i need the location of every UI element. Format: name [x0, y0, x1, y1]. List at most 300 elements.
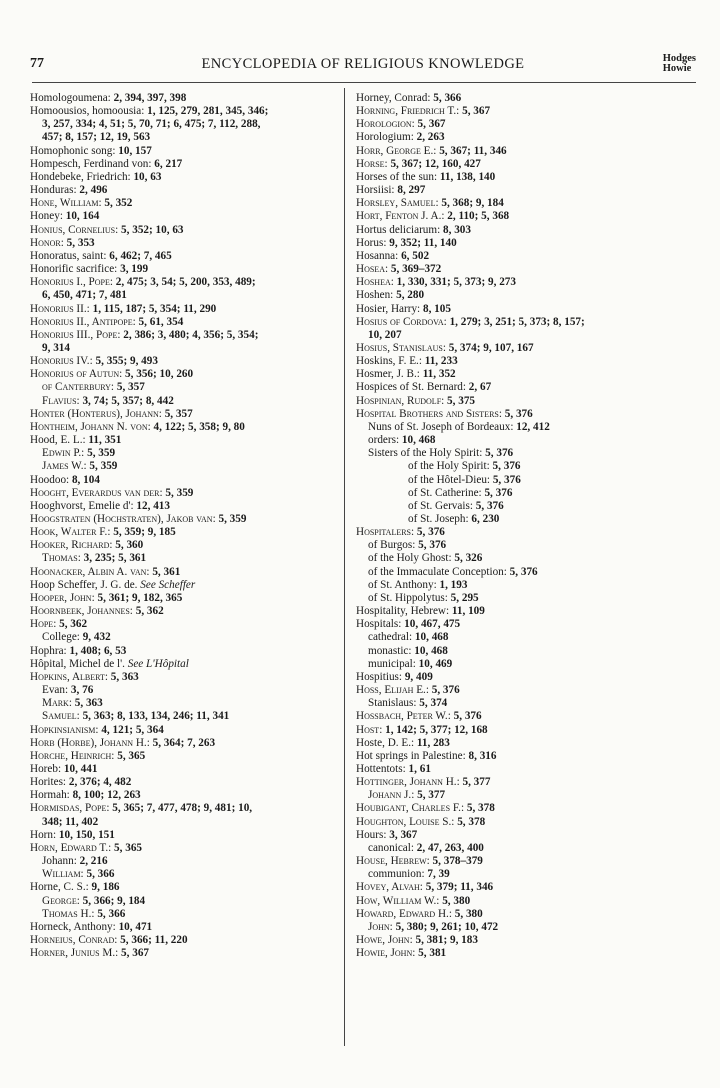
entry-heading: Horneius, Conrad:	[30, 934, 121, 946]
entry-references: 5, 360	[115, 539, 144, 552]
entry-references: See Scheffer	[140, 578, 196, 591]
index-entry	[30, 671, 356, 684]
entry-references: 3, 76	[70, 684, 94, 697]
entry-references: 5, 366	[86, 868, 115, 881]
entry-references: 4, 122; 5, 358; 9, 80	[153, 420, 245, 433]
index-entry	[356, 789, 682, 802]
entry-heading: Howe, John:	[356, 934, 416, 946]
entry-heading: Horsley, Samuel:	[356, 197, 442, 210]
index-entry	[356, 631, 682, 644]
entry-references: 10, 468	[414, 631, 449, 644]
entry-heading: Hoornbeek, Johannes:	[30, 605, 136, 618]
entry-references: 1, 330, 331; 5, 373; 9, 273	[396, 276, 516, 289]
entry-references: 5, 380; 9, 261; 10, 472	[395, 920, 499, 933]
entry-heading: College:	[42, 631, 83, 644]
entry-heading: Hoss, Elijah E.:	[356, 684, 432, 697]
index-entry	[30, 816, 356, 829]
index-entry	[356, 329, 682, 342]
entry-references: 8, 316	[468, 749, 497, 762]
index-entry	[356, 539, 682, 552]
entry-heading: Hoskins, F. E.:	[356, 355, 425, 368]
entry-references: 1, 61	[408, 762, 431, 775]
index-entry	[356, 447, 682, 460]
entry-heading: Horologion:	[356, 118, 418, 131]
index-entry	[30, 395, 356, 408]
entry-heading: Hospitius:	[356, 670, 405, 683]
entry-references: 10, 63	[133, 170, 162, 183]
entry-references: 1, 408; 6, 53	[69, 644, 127, 657]
index-entry	[30, 210, 356, 223]
entry-references: 5, 364; 7, 263	[152, 736, 216, 749]
index-entry	[30, 408, 356, 421]
entry-heading: orders:	[368, 434, 402, 447]
entry-heading: of St. Catherine:	[408, 486, 485, 499]
entry-references: 1, 142; 5, 377; 12, 168	[385, 723, 488, 736]
entry-heading: Hospinian, Rudolf:	[356, 394, 448, 407]
index-entry	[356, 500, 682, 513]
index-entry	[30, 237, 356, 250]
entry-heading: Horites:	[30, 776, 69, 789]
entry-references: 5, 367	[417, 118, 446, 131]
entry-references: 5, 376	[492, 460, 521, 473]
index-entry	[30, 513, 356, 526]
entry-references: 10, 467, 475	[404, 618, 461, 631]
entry-references: 10, 468	[414, 644, 448, 657]
index-entry	[30, 289, 356, 302]
entry-heading: Horner, Junius M.:	[30, 947, 122, 960]
entry-references: 1, 193	[439, 578, 468, 591]
entry-references: 5, 365	[114, 841, 142, 854]
entry-heading: John:	[368, 920, 396, 933]
entry-references: 5, 361; 9, 182, 365	[97, 591, 183, 604]
index-entry	[30, 474, 356, 487]
index-entry	[30, 763, 356, 776]
entry-heading: Edwin P.:	[42, 447, 88, 460]
entry-heading: Horses of the sun:	[356, 170, 440, 183]
entry-references: 5, 376	[492, 473, 521, 486]
entry-references: 5, 356; 10, 260	[125, 368, 194, 381]
entry-heading: Hook, Walter F.:	[30, 526, 114, 539]
index-entry	[356, 303, 682, 316]
index-entry	[356, 460, 682, 473]
index-entry	[30, 881, 356, 894]
entry-references: 3, 367	[389, 828, 418, 841]
entry-references: 5, 366; 11, 220	[120, 934, 188, 946]
entry-references: 5, 326	[454, 552, 483, 565]
entry-references: See L'Hôpital	[127, 657, 189, 670]
index-entry	[30, 566, 356, 579]
entry-references: 5, 353	[66, 236, 95, 249]
entry-references: 5, 367; 12, 160, 427	[390, 157, 481, 170]
index-entry	[30, 197, 356, 210]
entry-references: 6, 502	[401, 249, 430, 262]
entry-heading: Horche, Heinrich:	[30, 749, 118, 762]
entry-references: 3, 235; 5, 361	[83, 552, 147, 565]
entry-heading: communion:	[368, 868, 428, 881]
entry-references: 3, 199	[120, 263, 149, 276]
index-entry	[356, 881, 682, 894]
index-entry	[30, 776, 356, 789]
entry-references: 5, 377	[462, 776, 491, 789]
entry-heading: Hospital Brothers and Sisters:	[356, 407, 505, 420]
index-entry	[356, 145, 682, 158]
entry-heading: Hoop Scheffer, J. G. de.	[30, 578, 141, 591]
entry-references: 5, 369–372	[390, 263, 442, 276]
entry-heading: Hospices of St. Bernard:	[356, 381, 469, 394]
entry-references: 11, 352	[422, 368, 456, 381]
entry-references: 5, 357	[164, 407, 193, 420]
index-entry	[30, 684, 356, 697]
entry-references: 5, 381	[418, 947, 447, 960]
entry-references: 5, 375	[447, 394, 476, 407]
entry-heading: Hospitals:	[356, 618, 405, 631]
index-entry	[356, 513, 682, 526]
index-entry	[30, 697, 356, 710]
index-entry	[356, 289, 682, 302]
entry-heading: canonical:	[368, 841, 417, 854]
entry-heading: Horb (Horbe), Johann H.:	[30, 736, 153, 749]
entry-heading: Hossbach, Peter W.:	[356, 710, 454, 723]
page-header	[30, 54, 696, 82]
index-entry	[30, 631, 356, 644]
entry-references: 9, 432	[82, 631, 111, 644]
index-entry	[30, 710, 356, 723]
entry-heading: Hooght, Everardus van der:	[30, 486, 166, 499]
guide-words	[663, 54, 696, 74]
index-entry	[356, 605, 682, 618]
entry-heading: Hosius, Stanislaus:	[356, 341, 449, 354]
index-entry	[356, 947, 682, 960]
entry-heading: Houbigant, Charles F.:	[356, 802, 467, 815]
entry-references: 5, 363	[110, 670, 139, 683]
index-entry	[30, 618, 356, 631]
entry-references: 5, 374; 9, 107, 167	[448, 341, 534, 354]
index-entry	[356, 250, 682, 263]
index-entry	[356, 908, 682, 921]
entry-references: 5, 366	[97, 907, 126, 920]
entry-references: 5, 280	[396, 289, 425, 302]
index-entry	[30, 224, 356, 237]
index-entry	[356, 618, 682, 631]
index-entry	[356, 671, 682, 684]
entry-heading: Hooker, Richard:	[30, 539, 116, 552]
page-number: 77	[30, 56, 44, 71]
entry-references: 2, 67	[468, 381, 492, 394]
index-entry	[356, 276, 682, 289]
entry-references: 5, 376	[453, 710, 482, 723]
index-entry	[30, 895, 356, 908]
entry-references: 6, 230	[471, 513, 500, 525]
entry-heading: Horr, George E.:	[356, 144, 440, 157]
entry-references: 10, 468	[401, 434, 436, 447]
entry-references: 5, 376	[509, 565, 538, 578]
entry-heading: Stanislaus:	[368, 697, 420, 710]
index-entry	[30, 592, 356, 605]
entry-references: 8, 104	[71, 473, 100, 486]
index-entry	[356, 895, 682, 908]
entry-heading: Honorius I., Pope:	[30, 276, 116, 289]
entry-references: 8, 303	[443, 223, 471, 236]
entry-heading: Samuel:	[42, 710, 83, 723]
entry-references: 2, 110; 5, 368	[447, 210, 510, 223]
entry-heading: Hot springs in Palestine:	[356, 749, 469, 762]
index-entry	[30, 658, 356, 671]
entry-heading: of Burgos:	[368, 539, 419, 552]
entry-references: 5, 359; 9, 185	[113, 526, 176, 539]
index-entry	[30, 645, 356, 658]
entry-references: 5, 362	[135, 605, 164, 618]
entry-references: 5, 376	[485, 447, 514, 460]
index-entry	[30, 250, 356, 263]
entry-references: 5, 376	[418, 539, 447, 552]
index-entry	[356, 131, 682, 144]
index-entry	[30, 368, 356, 381]
index-entry	[356, 408, 682, 421]
entry-references: 5, 367	[121, 947, 150, 960]
entry-heading: Hormisdas, Pope:	[30, 802, 113, 815]
entry-references: 5, 376	[416, 526, 445, 539]
guide-word-first: Hodges	[662, 53, 696, 64]
index-entry	[356, 487, 682, 500]
entry-references: 4, 121; 5, 364	[101, 723, 164, 736]
entry-heading: Hoshen:	[356, 289, 397, 302]
entry-heading: Hormah:	[30, 789, 73, 802]
index-entry	[30, 855, 356, 868]
entry-references: 5, 376	[504, 407, 533, 420]
index-entry	[356, 368, 682, 381]
index-entry	[30, 303, 356, 316]
entry-heading: Honoratus, saint:	[30, 249, 110, 262]
entry-references: 8, 297	[397, 184, 426, 197]
entry-references: 10, 471	[118, 920, 153, 933]
entry-references: 12, 412	[516, 420, 550, 433]
index-entry	[30, 276, 356, 289]
entry-heading: Hottentots:	[356, 762, 409, 775]
entry-heading: Hours:	[356, 828, 390, 841]
entry-heading: Honter (Honterus), Johann:	[30, 407, 165, 420]
index-entry	[356, 776, 682, 789]
index-entry	[356, 237, 682, 250]
entry-references: 9, 409	[404, 670, 433, 683]
index-entry	[356, 355, 682, 368]
entry-heading: Nuns of St. Joseph of Bordeaux:	[368, 420, 517, 433]
index-entry	[30, 789, 356, 802]
entry-heading: Hortus deliciarum:	[356, 223, 443, 236]
entry-heading: Horn:	[30, 828, 59, 841]
entry-heading: of the Immaculate Conception:	[368, 565, 510, 578]
entry-references: 10, 157	[118, 144, 152, 157]
entry-references: 5, 381; 9, 183	[415, 934, 478, 946]
index-entry	[356, 316, 682, 329]
entry-heading: Horologium:	[356, 131, 417, 144]
entry-heading: Johann:	[42, 855, 80, 868]
entry-heading: Host:	[356, 723, 386, 736]
entry-heading: of the Holy Spirit:	[408, 460, 493, 473]
entry-heading: George:	[42, 894, 83, 907]
index-entry	[356, 263, 682, 276]
right-column	[356, 92, 682, 960]
entry-references: 5, 366	[433, 92, 462, 104]
entry-references: 7, 39	[427, 868, 450, 881]
entry-references: 5, 376	[431, 684, 460, 697]
entry-references: 5, 361	[152, 565, 181, 578]
entry-references: 5, 380	[442, 894, 471, 907]
entry-references: 5, 367	[462, 105, 491, 118]
entry-references: 457; 8, 157; 12, 19, 563	[42, 131, 151, 144]
index-entry	[356, 842, 682, 855]
entry-heading: Johann J.:	[368, 789, 418, 802]
index-entry	[30, 171, 356, 184]
entry-heading: of St. Gervais:	[408, 499, 476, 512]
entry-heading: Hopkins, Albert:	[30, 670, 111, 683]
entry-references: 1, 125, 279, 281, 345, 346;	[147, 105, 269, 118]
entry-references: 5, 367; 11, 346	[439, 144, 507, 157]
index-entry	[30, 829, 356, 842]
index-entry	[356, 829, 682, 842]
entry-references: 5, 295	[450, 591, 479, 604]
entry-heading: of the Hôtel-Dieu:	[408, 473, 493, 486]
header-rule	[32, 82, 696, 83]
entry-heading: Honius, Cornelius:	[30, 223, 122, 236]
entry-heading: municipal:	[368, 657, 419, 670]
index-entry	[356, 868, 682, 881]
entry-references: 2, 394, 397, 398	[113, 92, 187, 104]
entry-heading: Honorius III., Pope:	[30, 328, 124, 341]
index-entry	[30, 131, 356, 144]
index-entry	[30, 434, 356, 447]
index-entry	[30, 145, 356, 158]
entry-heading: Hoste, D. E.:	[356, 736, 417, 749]
entry-heading: Hooghvorst, Emelie d':	[30, 499, 137, 512]
entry-references: 12, 413	[136, 499, 170, 512]
index-entry	[356, 710, 682, 723]
entry-heading: Hosius of Cordova:	[356, 315, 450, 328]
entry-references: 5, 376	[484, 486, 513, 499]
entry-references: 5, 352	[104, 197, 133, 210]
entry-heading: William:	[42, 868, 87, 881]
entry-references: 5, 379; 11, 346	[425, 881, 494, 894]
index-entry	[356, 737, 682, 750]
entry-references: 5, 365; 7, 477, 478; 9, 481; 10,	[112, 802, 253, 815]
entry-references: 5, 362	[59, 618, 88, 631]
index-entry	[30, 921, 356, 934]
index-entry	[356, 645, 682, 658]
entry-heading: Honduras:	[30, 184, 80, 197]
entry-heading: Hope:	[30, 618, 60, 631]
entry-heading: Hopkinsianism:	[30, 723, 102, 736]
entry-heading: Honey:	[30, 210, 66, 223]
entry-heading: Mark:	[42, 697, 75, 710]
entry-references: 5, 374	[419, 697, 448, 710]
entry-references: 5, 359	[89, 460, 118, 473]
entry-heading: Horse:	[356, 157, 391, 170]
entry-references: 348; 11, 402	[42, 815, 99, 828]
index-entry	[30, 908, 356, 921]
entry-heading: Howard, Edward H.:	[356, 907, 455, 920]
entry-references: 11, 109	[451, 605, 485, 618]
entry-heading: Horney, Conrad:	[356, 92, 434, 104]
entry-heading: How, William W.:	[356, 894, 443, 907]
index-entry	[356, 658, 682, 671]
entry-heading: Hosea:	[356, 263, 391, 276]
entry-references: 1, 279; 3, 251; 5, 373; 8, 157;	[449, 315, 585, 328]
entry-heading: cathedral:	[368, 631, 415, 644]
index-entry	[356, 816, 682, 829]
index-entry	[356, 697, 682, 710]
entry-references: 9, 314	[42, 341, 70, 354]
entry-heading: Horn, Edward T.:	[30, 841, 115, 854]
index-entry	[30, 539, 356, 552]
entry-references: 2, 47, 263, 400	[416, 841, 484, 854]
index-entry	[356, 184, 682, 197]
entry-heading: Hondebeke, Friedrich:	[30, 170, 134, 183]
index-entry	[30, 263, 356, 276]
index-entry	[30, 934, 356, 947]
entry-heading: Hompesch, Ferdinand von:	[30, 157, 155, 170]
entry-heading: Horus:	[356, 236, 390, 249]
index-entry	[30, 579, 356, 592]
guide-word-last: Howie	[662, 63, 692, 74]
entry-references: 8, 100; 12, 263	[72, 789, 141, 802]
index-entry	[356, 118, 682, 131]
index-entry	[356, 434, 682, 447]
entry-references: 5, 365	[117, 749, 146, 762]
entry-heading: of St. Anthony:	[368, 578, 440, 591]
index-entry	[30, 526, 356, 539]
index-entry	[356, 763, 682, 776]
index-entry	[30, 316, 356, 329]
entry-heading: Thomas:	[42, 552, 84, 565]
index-entry	[356, 592, 682, 605]
entry-heading: monastic:	[368, 644, 415, 657]
entry-heading: Homophonic song:	[30, 144, 119, 157]
entry-references: 6, 217	[154, 157, 183, 170]
entry-heading: Thomas H.:	[42, 907, 98, 920]
entry-references: 5, 378–379	[432, 855, 483, 868]
index-entry	[30, 118, 356, 131]
index-entry	[356, 474, 682, 487]
entry-references: 9, 352; 11, 140	[389, 236, 457, 249]
entry-references: 10, 469	[418, 657, 453, 670]
entry-references: 9, 186	[91, 881, 120, 894]
index-entry	[30, 381, 356, 394]
left-column	[30, 92, 356, 960]
entry-heading: Hophra:	[30, 644, 70, 657]
index-entry	[30, 868, 356, 881]
entry-heading: Honor:	[30, 236, 67, 249]
entry-heading: of St. Joseph:	[408, 513, 472, 525]
entry-references: 5, 376	[475, 499, 504, 512]
entry-references: 2, 386; 3, 480; 4, 356; 5, 354;	[123, 328, 259, 341]
entry-references: 5, 355; 9, 493	[95, 355, 158, 368]
index-entry	[356, 158, 682, 171]
entry-references: 2, 376; 4, 482	[68, 776, 132, 789]
entry-references: 11, 233	[424, 355, 458, 368]
entry-references: 5, 357	[116, 381, 145, 394]
index-entry	[356, 92, 682, 105]
index-entry	[30, 184, 356, 197]
entry-heading: Horning, Friedrich T.:	[356, 105, 463, 118]
entry-references: 6, 462; 7, 465	[109, 249, 172, 262]
entry-heading: James W.:	[42, 460, 90, 473]
index-entry	[30, 724, 356, 737]
entry-heading: Hospitality, Hebrew:	[356, 605, 452, 618]
entry-heading: Hontheim, Johann N. von:	[30, 420, 154, 433]
entry-heading: House, Hebrew:	[356, 855, 433, 868]
index-entry	[30, 355, 356, 368]
entry-references: 5, 363	[74, 697, 103, 710]
entry-references: 6, 450, 471; 7, 481	[42, 289, 127, 302]
